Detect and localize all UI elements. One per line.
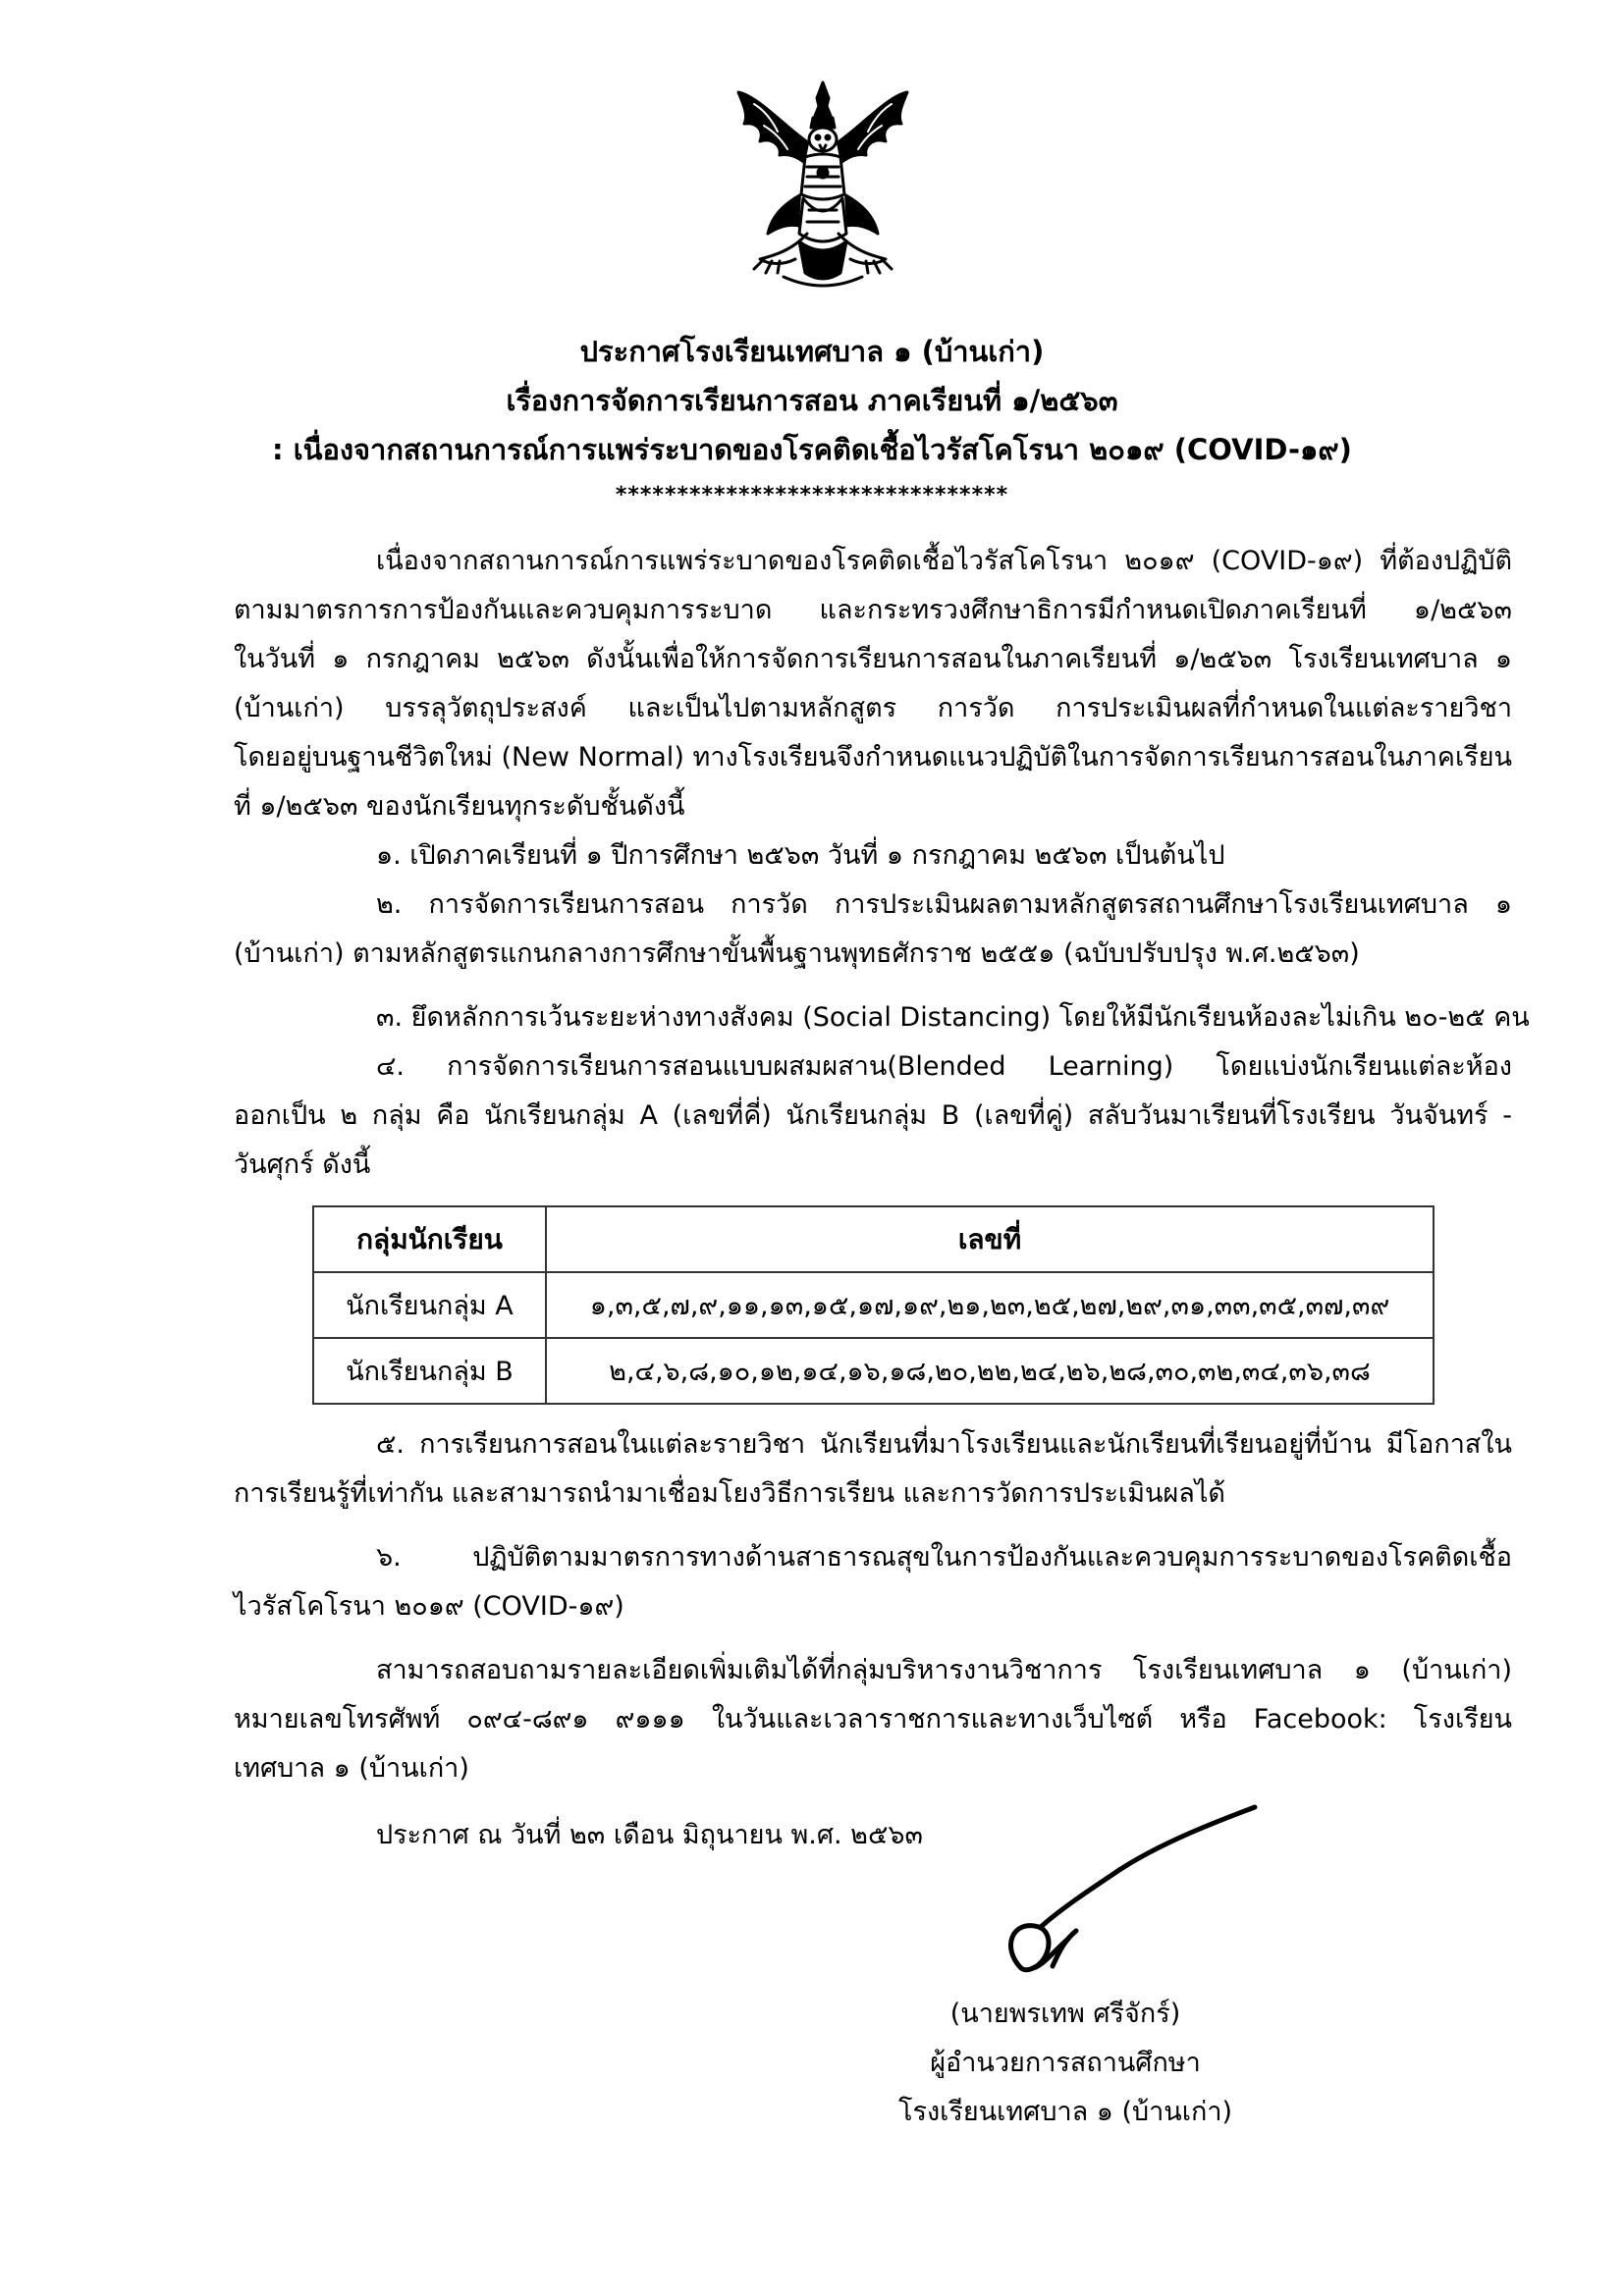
- signatory-position: ผู้อำนวยการสถานศึกษา: [930, 2048, 1201, 2078]
- separator-line: ********************************: [615, 483, 1009, 507]
- item-5-line-2: การเรียนรู้ที่เท่ากัน และสามารถนำมาเชื่อมโยงวิธีการเรียน และการวัดการประเมินผลได้: [234, 1478, 1225, 1509]
- intro-line-1: เนื่องจากสถานการณ์การแพร่ระบาดของโรคติดเชื้อไวรัสโคโรนา ๒๐๑๙ (COVID-๑๙) ที่ต้องปฏิบัติ: [376, 546, 1512, 576]
- table-row: [313, 1272, 1434, 1338]
- intro-line-4: (บ้านเก่า) บรรลุวัตถุประสงค์ และเป็นไปตามหลักสูตร การวัด การประเมินผลที่กำหนดในแต่ละรายวิชา: [234, 693, 1512, 723]
- contact-line-3: เทศบาล ๑ (บ้านเก่า): [234, 1753, 469, 1784]
- contact-line-1: สามารถสอบถามรายละเอียดเพิ่มเติมได้ที่กลุ่มบริหารงานวิชาการ โรงเรียนเทศบาล ๑ (บ้านเก่า): [376, 1655, 1512, 1685]
- item-4-line-2: ออกเป็น ๒ กลุ่ม คือ นักเรียนกลุ่ม A (เลขที่คี่) นักเรียนกลุ่ม B (เลขที่คู่) สลับวันมาเรียนที่โรงเรียน วันจันทร์ -: [234, 1100, 1512, 1131]
- item-1: ๑. เปิดภาคเรียนที่ ๑ ปีการศึกษา ๒๕๖๓ วันที่ ๑ กรกฎาคม ๒๕๖๓ เป็นต้นไป: [376, 840, 1225, 871]
- table-header-number: เลขที่: [546, 1206, 1434, 1272]
- handwritten-signature-icon: [982, 1801, 1276, 2017]
- announcement-date: ประกาศ ณ วันที่ ๒๓ เดือน มิถุนายน พ.ศ. ๒๕๖๓: [376, 1820, 923, 1850]
- contact-line-2: หมายเลขโทรศัพท์ ๐๙๔-๘๙๑ ๙๑๑๑ ในวันและเวลาราชการและทางเว็บไซต์ หรือ Facebook: โรงเรียน: [234, 1704, 1512, 1735]
- item-4-line-3: วันศุกร์ ดังนี้: [234, 1149, 371, 1180]
- student-group-table: [312, 1205, 1435, 1405]
- announcement-subject: เรื่องการจัดการเรียนการสอน ภาคเรียนที่ ๑/๒๕๖๓: [506, 384, 1118, 417]
- table-cell-numbers: ๒,๔,๖,๘,๑๐,๑๒,๑๔,๑๖,๑๘,๒๐,๒๒,๒๔,๒๖,๒๘,๓๐,๓๒,๓๔,๓๖,๓๘: [546, 1338, 1434, 1404]
- intro-line-5: โดยอยู่บนฐานชีวิตใหม่ (New Normal) ทางโรงเรียนจึงกำหนดแนวปฏิบัติในการจัดการเรียนการสอนในภาคเรียน: [234, 742, 1512, 773]
- item-6-line-2: ไวรัสโคโรนา ๒๐๑๙ (COVID-๑๙): [234, 1591, 624, 1622]
- signatory-name: (นายพรเทพ ศรีจักร์): [949, 1999, 1181, 2029]
- item-5-line-1: ๕. การเรียนการสอนในแต่ละรายวิชา นักเรียนที่มาโรงเรียนและนักเรียนที่เรียนอยู่ที่บ้าน มีโอกาสใน: [376, 1429, 1512, 1460]
- table-header-row: [313, 1206, 1434, 1272]
- signatory-organization: โรงเรียนเทศบาล ๑ (บ้านเก่า): [897, 2097, 1233, 2127]
- item-6-line-1: ๖. ปฏิบัติตามมาตรการทางด้านสาธารณสุขในการป้องกันและควบคุมการระบาดของโรคติดเชื้อ: [376, 1542, 1512, 1573]
- announcement-title: ประกาศโรงเรียนเทศบาล ๑ (บ้านเก่า): [579, 335, 1045, 368]
- item-4-line-1: ๔. การจัดการเรียนการสอนแบบผสมผสาน(Blended Learning) โดยแบ่งนักเรียนแต่ละห้อง: [376, 1051, 1512, 1082]
- garuda-emblem-icon: [725, 77, 921, 296]
- intro-line-3: ในวันที่ ๑ กรกฎาคม ๒๕๖๓ ดังนั้นเพื่อให้การจัดการเรียนการสอนในภาคเรียนที่ ๑/๒๕๖๓ โรงเรียนเทศบาล ๑: [234, 644, 1512, 674]
- table-header-group: กลุ่มนักเรียน: [313, 1206, 546, 1272]
- item-2-line-2: (บ้านเก่า) ตามหลักสูตรแกนกลางการศึกษาขั้นพื้นฐานพุทธศักราช ๒๕๕๑ (ฉบับปรับปรุง พ.ศ.๒๕๖๓): [234, 938, 1360, 969]
- table-cell-group: นักเรียนกลุ่ม A: [313, 1272, 546, 1338]
- intro-line-2: ตามมาตรการการป้องกันและควบคุมการระบาด และกระทรวงศึกษาธิการมีกำหนดเปิดภาคเรียนที่ ๑/๒๕๖๓: [234, 595, 1512, 625]
- table-cell-numbers: ๑,๓,๕,๗,๙,๑๑,๑๓,๑๕,๑๗,๑๙,๒๑,๒๓,๒๕,๒๗,๒๙,๓๑,๓๓,๓๕,๓๗,๓๙: [546, 1272, 1434, 1338]
- intro-line-6: ที่ ๑/๒๕๖๓ ของนักเรียนทุกระดับชั้นดังนี้: [234, 791, 685, 822]
- item-2-line-1: ๒. การจัดการเรียนการสอน การวัด การประเมินผลตามหลักสูตรสถานศึกษาโรงเรียนเทศบาล ๑: [376, 889, 1512, 920]
- announcement-subtitle: : เนื่องจากสถานการณ์การแพร่ระบาดของโรคติดเชื้อไวรัสโคโรนา ๒๐๑๙ (COVID-๑๙): [272, 433, 1352, 466]
- item-3: ๓. ยึดหลักการเว้นระยะห่างทางสังคม (Social Distancing) โดยให้มีนักเรียนห้องละไม่เกิน ๒๐-๒๕ คน: [376, 1002, 1530, 1033]
- table-cell-group: นักเรียนกลุ่ม B: [313, 1338, 546, 1404]
- table-row: [313, 1338, 1434, 1404]
